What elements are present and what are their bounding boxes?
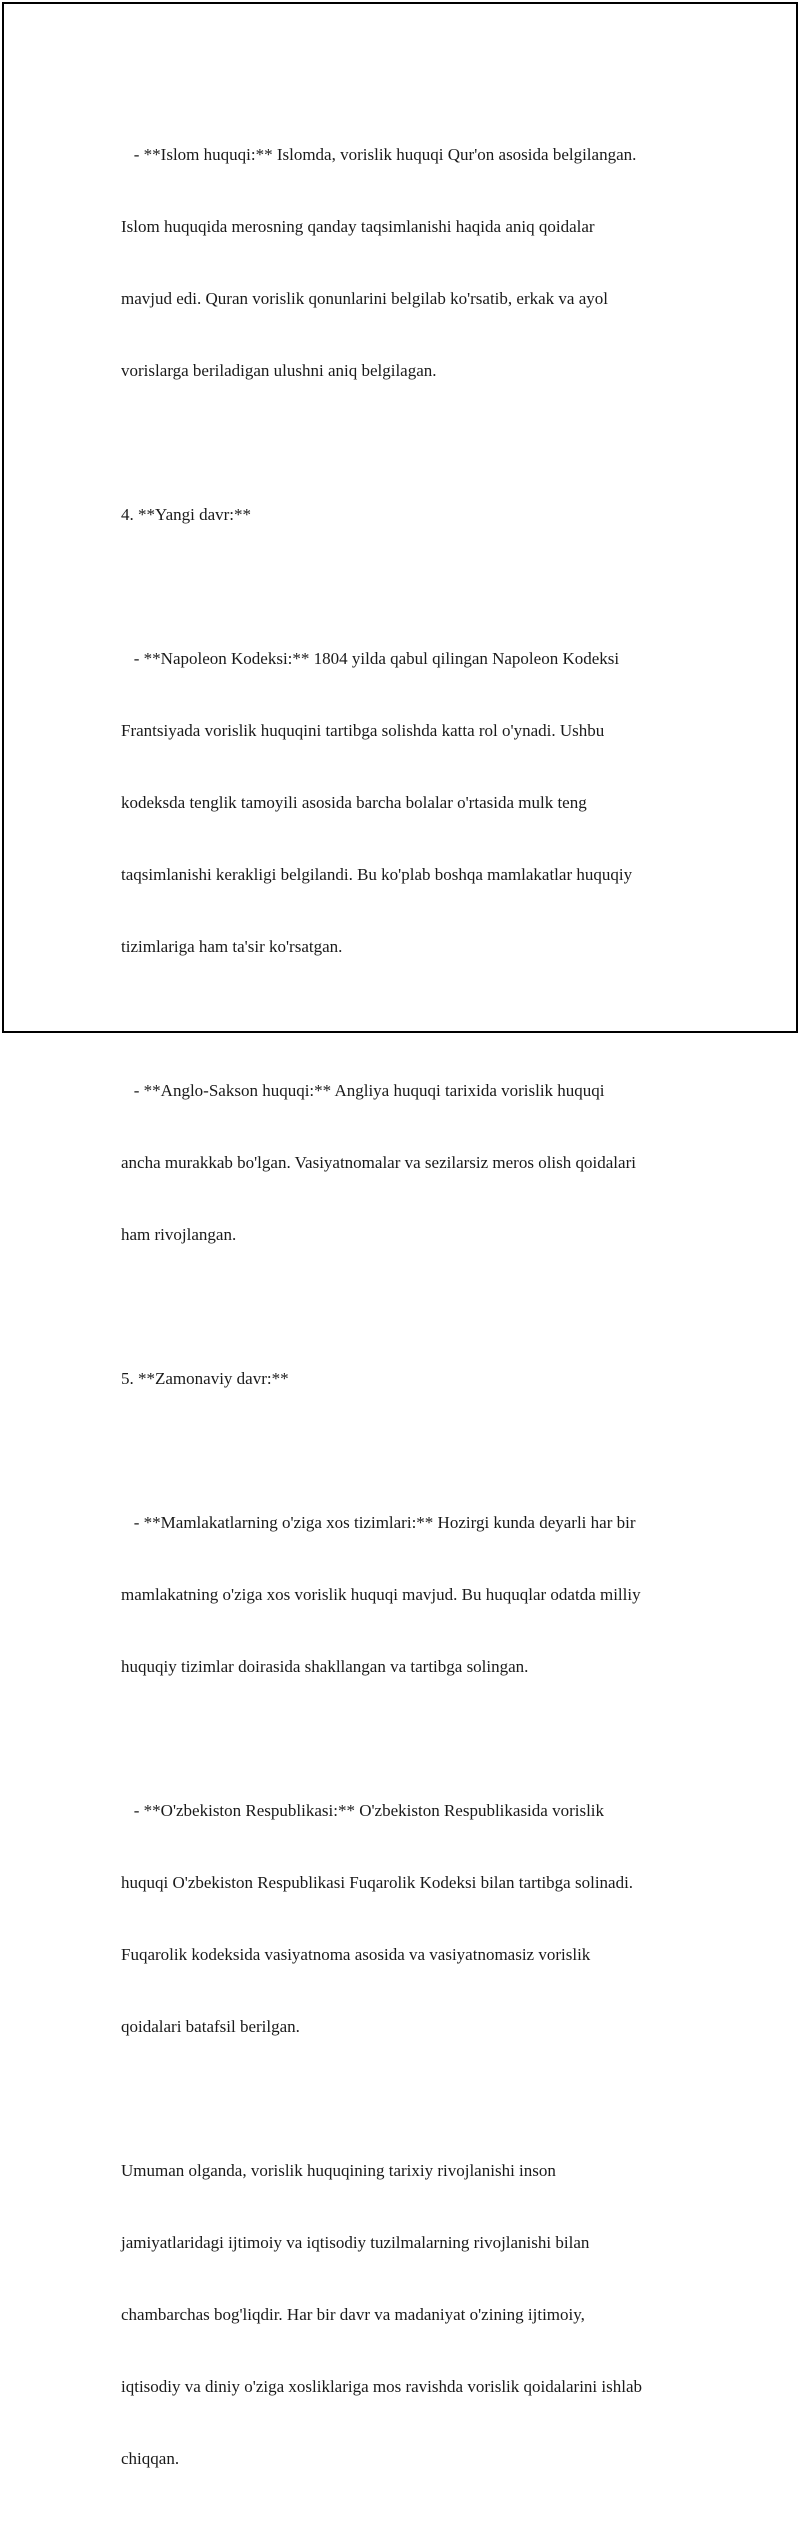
text-line: qoidalari batafsil berilgan. — [121, 2017, 300, 2036]
text-line: kodeksda tenglik tamoyili asosida barcha bolalar o'rtasida mulk teng — [121, 793, 587, 812]
heading-yangi-davr — [121, 455, 721, 575]
text-line: jamiyatlaridagi ijtimoiy va iqtisodiy tuzilmalarning rivojlanishi bilan — [121, 2233, 590, 2252]
paragraph-anglo-sakson — [121, 1031, 721, 1295]
text-line: ancha murakkab bo'lgan. Vasiyatnomalar va sezilarsiz meros olish qoidalari — [121, 1153, 636, 1172]
text-line: mavjud edi. Quran vorislik qonunlarini belgilab ko'rsatib, erkak va ayol — [121, 289, 608, 308]
text-line: tizimlariga ham ta'sir ko'rsatgan. — [121, 937, 343, 956]
heading-zamonaviy-davr — [121, 1319, 721, 1439]
text-line: - **Anglo-Sakson huquqi:** Angliya huquqi tarixida vorislik huquqi — [121, 1081, 605, 1100]
paragraph-napoleon-kodeksi — [121, 599, 721, 1007]
text-line: - **Napoleon Kodeksi:** 1804 yilda qabul qilingan Napoleon Kodeksi — [121, 649, 620, 668]
text-line: Frantsiyada vorislik huquqini tartibga solishda katta rol o'ynadi. Ushbu — [121, 721, 605, 740]
paragraph-mamlakatlar-tizimlari — [121, 1463, 721, 1727]
text-line: - **O'zbekiston Respublikasi:** O'zbekiston Respublikasida vorislik — [121, 1801, 605, 1820]
text-line: 5. **Zamonaviy davr:** — [121, 1369, 289, 1388]
text-line: Islom huquqida merosning qanday taqsimlanishi haqida aniq qoidalar — [121, 217, 595, 236]
text-line: huquqi O'zbekiston Respublikasi Fuqarolik Kodeksi bilan tartibga solinadi. — [121, 1873, 634, 1892]
text-line: ham rivojlangan. — [121, 1225, 237, 1244]
page-frame — [2, 2, 798, 2468]
text-line: huquqiy tizimlar doirasida shakllangan va tartibga solingan. — [121, 1657, 529, 1676]
text-line: chiqqan. — [121, 2449, 180, 2468]
text-line: - **Islom huquqi:** Islomda, vorislik huquqi Qur'on asosida belgilangan. — [121, 145, 637, 164]
text-line: iqtisodiy va diniy o'ziga xosliklariga mos ravishda vorislik qoidalarini ishlab — [121, 2377, 643, 2396]
text-line: Fuqarolik kodeksida vasiyatnoma asosida va vasiyatnomasiz vorislik — [121, 1945, 591, 1964]
text-line: taqsimlanishi kerakligi belgilandi. Bu ko'plab boshqa mamlakatlar huquqiy — [121, 865, 633, 884]
paragraph-umuman-olganda — [121, 2111, 721, 2519]
text-line: Umuman olganda, vorislik huquqining tarixiy rivojlanishi inson — [121, 2161, 556, 2180]
document-body — [121, 95, 721, 2543]
text-line: 4. **Yangi davr:** — [121, 505, 252, 524]
text-line: chambarchas bog'liqdir. Har bir davr va madaniyat o'zining ijtimoiy, — [121, 2305, 585, 2324]
text-line: - **Mamlakatlarning o'ziga xos tizimlari:** Hozirgi kunda deyarli har bir — [121, 1513, 636, 1532]
text-line: mamlakatning o'ziga xos vorislik huquqi mavjud. Bu huquqlar odatda milliy — [121, 1585, 641, 1604]
paragraph-islom-huquqi — [121, 95, 721, 431]
text-line: vorislarga beriladigan ulushni aniq belgilagan. — [121, 361, 437, 380]
paragraph-ozbekiston — [121, 1751, 721, 2087]
